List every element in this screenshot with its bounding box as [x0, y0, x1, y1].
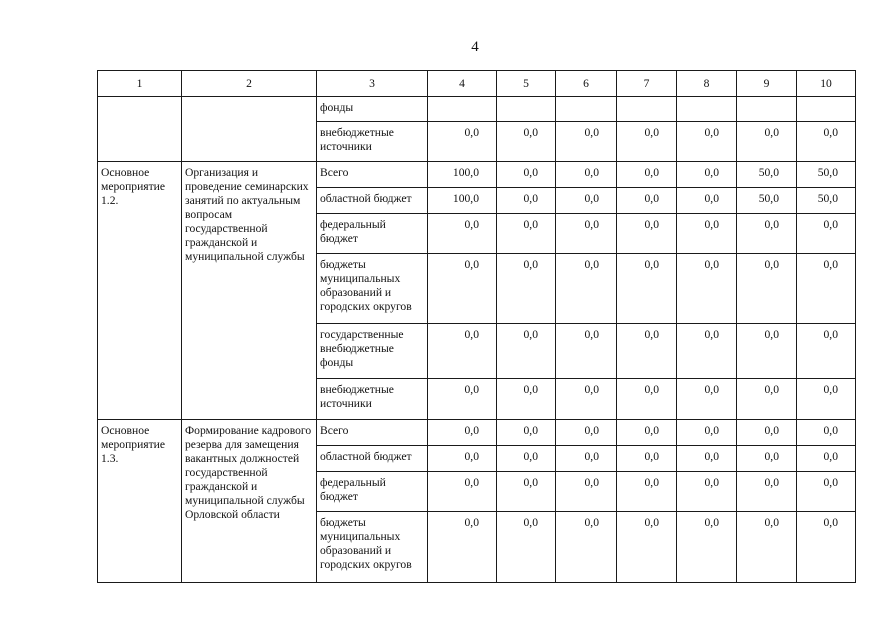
- table-row: [98, 97, 856, 122]
- value-cell: 0,0: [677, 324, 737, 379]
- value-cell: 0,0: [428, 379, 497, 420]
- value-cell: 0,0: [737, 122, 797, 162]
- value-cell: [797, 97, 856, 122]
- value-cell: 0,0: [497, 379, 556, 420]
- column-header: 3: [317, 71, 428, 97]
- value-cell: 0,0: [797, 254, 856, 324]
- value-cell: 0,0: [797, 420, 856, 446]
- funding-source: федеральный бюджет: [317, 472, 428, 512]
- funding-source: Всего: [317, 420, 428, 446]
- value-cell: 0,0: [556, 122, 617, 162]
- value-cell: 0,0: [617, 420, 677, 446]
- funding-source: областной бюджет: [317, 446, 428, 472]
- value-cell: 0,0: [428, 122, 497, 162]
- funding-source: Всего: [317, 162, 428, 188]
- value-cell: 0,0: [497, 214, 556, 254]
- value-cell: 100,0: [428, 162, 497, 188]
- table-row: [98, 162, 856, 188]
- value-cell: 0,0: [797, 324, 856, 379]
- value-cell: 0,0: [737, 512, 797, 583]
- value-cell: 0,0: [497, 122, 556, 162]
- value-cell: 0,0: [677, 214, 737, 254]
- value-cell: 0,0: [556, 420, 617, 446]
- value-cell: 0,0: [797, 472, 856, 512]
- value-cell: 50,0: [797, 188, 856, 214]
- value-cell: 0,0: [428, 254, 497, 324]
- column-header: 4: [428, 71, 497, 97]
- value-cell: 0,0: [497, 162, 556, 188]
- funding-table: [97, 70, 856, 583]
- value-cell: 0,0: [677, 446, 737, 472]
- value-cell: 0,0: [617, 214, 677, 254]
- value-cell: 0,0: [497, 446, 556, 472]
- value-cell: 0,0: [617, 122, 677, 162]
- value-cell: 0,0: [617, 324, 677, 379]
- funding-source: областной бюджет: [317, 188, 428, 214]
- value-cell: 0,0: [737, 214, 797, 254]
- continued-activity-name-cell: [98, 97, 182, 162]
- value-cell: 0,0: [677, 254, 737, 324]
- value-cell: 0,0: [556, 254, 617, 324]
- value-cell: 0,0: [617, 472, 677, 512]
- value-cell: [677, 97, 737, 122]
- value-cell: 0,0: [797, 379, 856, 420]
- value-cell: 0,0: [497, 188, 556, 214]
- value-cell: 0,0: [556, 214, 617, 254]
- funding-source: бюджеты муниципальных образований и городских округов: [317, 254, 428, 324]
- funding-source: федеральный бюджет: [317, 214, 428, 254]
- column-header: 1: [98, 71, 182, 97]
- value-cell: 0,0: [617, 379, 677, 420]
- value-cell: 50,0: [737, 188, 797, 214]
- value-cell: 0,0: [677, 379, 737, 420]
- value-cell: 0,0: [497, 420, 556, 446]
- activity-description: Формирование кадрового резерва для замещения вакантных должностей государственной гражданской и муниципальной службы Орловской области: [182, 420, 317, 583]
- value-cell: 0,0: [677, 122, 737, 162]
- value-cell: [737, 97, 797, 122]
- value-cell: 0,0: [497, 254, 556, 324]
- value-cell: 0,0: [797, 122, 856, 162]
- value-cell: 0,0: [737, 446, 797, 472]
- page-number: 4: [471, 39, 479, 55]
- column-header: 6: [556, 71, 617, 97]
- funding-source: внебюджетные источники: [317, 122, 428, 162]
- value-cell: 0,0: [497, 472, 556, 512]
- funding-source: внебюджетные источники: [317, 379, 428, 420]
- column-header: 8: [677, 71, 737, 97]
- column-header: 9: [737, 71, 797, 97]
- value-cell: 50,0: [737, 162, 797, 188]
- value-cell: [617, 97, 677, 122]
- value-cell: 0,0: [617, 254, 677, 324]
- value-cell: 0,0: [737, 254, 797, 324]
- value-cell: 0,0: [556, 162, 617, 188]
- value-cell: 50,0: [797, 162, 856, 188]
- value-cell: 0,0: [428, 512, 497, 583]
- activity-name: Основное мероприятие 1.3.: [98, 420, 182, 583]
- funding-source: бюджеты муниципальных образований и городских округов: [317, 512, 428, 583]
- column-header: 2: [182, 71, 317, 97]
- value-cell: 100,0: [428, 188, 497, 214]
- funding-source: государственные внебюджетные фонды: [317, 324, 428, 379]
- column-header: 5: [497, 71, 556, 97]
- funding-source: фонды: [317, 97, 428, 122]
- value-cell: 0,0: [737, 420, 797, 446]
- value-cell: 0,0: [677, 472, 737, 512]
- value-cell: 0,0: [737, 379, 797, 420]
- value-cell: 0,0: [677, 162, 737, 188]
- value-cell: 0,0: [617, 446, 677, 472]
- column-header: 7: [617, 71, 677, 97]
- value-cell: 0,0: [428, 324, 497, 379]
- value-cell: 0,0: [677, 512, 737, 583]
- value-cell: 0,0: [677, 420, 737, 446]
- activity-name: Основное мероприятие 1.2.: [98, 162, 182, 420]
- value-cell: 0,0: [797, 512, 856, 583]
- value-cell: 0,0: [556, 379, 617, 420]
- table-row: [98, 420, 856, 446]
- value-cell: 0,0: [737, 324, 797, 379]
- continued-activity-description-cell: [182, 97, 317, 162]
- value-cell: 0,0: [556, 512, 617, 583]
- value-cell: 0,0: [737, 472, 797, 512]
- value-cell: 0,0: [556, 188, 617, 214]
- value-cell: 0,0: [617, 162, 677, 188]
- value-cell: 0,0: [428, 420, 497, 446]
- value-cell: 0,0: [497, 512, 556, 583]
- value-cell: 0,0: [797, 446, 856, 472]
- column-header: 10: [797, 71, 856, 97]
- value-cell: 0,0: [556, 446, 617, 472]
- value-cell: 0,0: [428, 472, 497, 512]
- value-cell: 0,0: [556, 324, 617, 379]
- value-cell: 0,0: [428, 446, 497, 472]
- value-cell: [428, 97, 497, 122]
- column-number-row: [98, 71, 856, 97]
- value-cell: 0,0: [617, 512, 677, 583]
- value-cell: 0,0: [428, 214, 497, 254]
- activity-description: Организация и проведение семинарских занятий по актуальным вопросам государственной гражданской и муниципальной службы: [182, 162, 317, 420]
- value-cell: [497, 97, 556, 122]
- value-cell: 0,0: [497, 324, 556, 379]
- value-cell: [556, 97, 617, 122]
- value-cell: 0,0: [617, 188, 677, 214]
- value-cell: 0,0: [677, 188, 737, 214]
- value-cell: 0,0: [556, 472, 617, 512]
- value-cell: 0,0: [797, 214, 856, 254]
